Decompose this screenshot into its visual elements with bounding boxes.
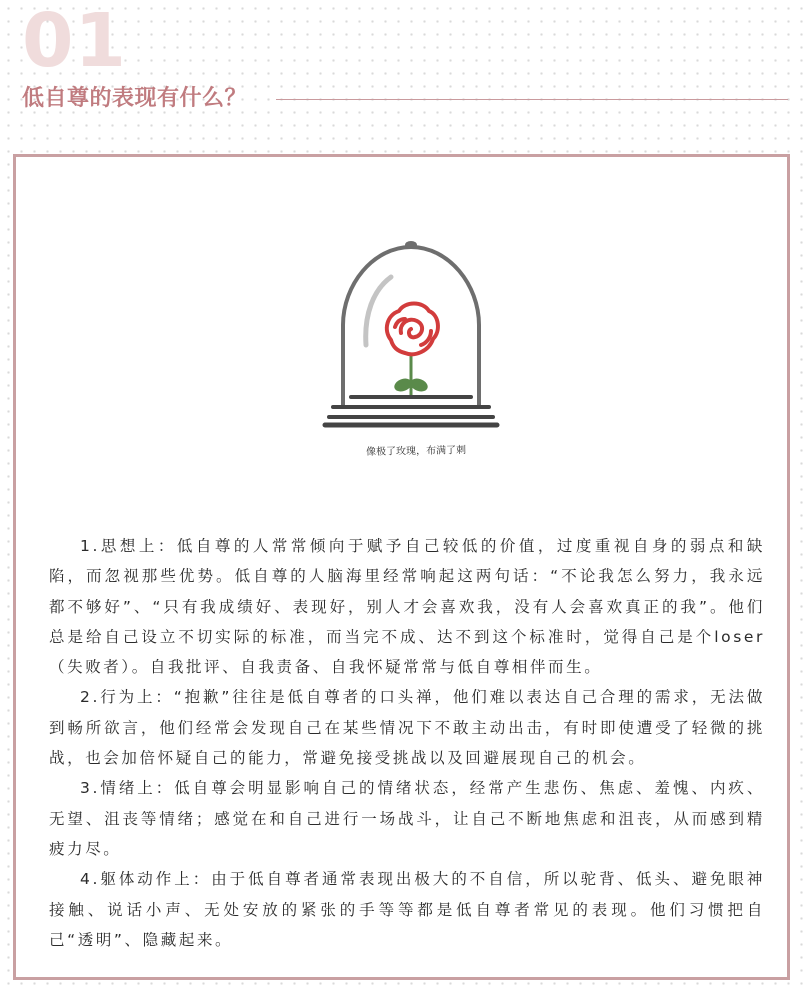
paragraph-thoughts: 1.思想上：低自尊的人常常倾向于赋予自己较低的价值，过度重视自身的弱点和缺陷，而忽视那些优势。低自尊的人脑海里经常响起这两句话：“不论我怎么努力，我永远都不够好”、“只有我成绩好、表现好，别人才会喜欢我，没有人会喜欢真正的我”。他们总是给自己设立不切实际的标准，而当完不成、达不到这个标准时，觉得自己是个loser（失败者）。自我批评、自我责备、自我怀疑常常与低自尊相伴而生。 bbox=[49, 537, 765, 677]
dome-base bbox=[329, 397, 493, 417]
section-title: 低自尊的表现有什么？ bbox=[22, 86, 248, 111]
illustration-caption: 像极了玫瑰，布满了刺 bbox=[365, 445, 467, 458]
paragraph-body-movement: 4.躯体动作上：由于低自尊者通常表现出极大的不自信，所以驼背、低头、避免眼神接触、说话小声、无处安放的紧张的手等等都是低自尊者常见的表现。他们习惯把自己“透明”、隐藏起来。 bbox=[49, 870, 765, 949]
paragraph-behavior: 2.行为上：“抱歉”往往是低自尊者的口头禅，他们难以表达自己合理的需求，无法做到畅所欲言，他们经常会发现自己在某些情况下不敢主动出击，有时即使遭受了轻微的挑战，也会加倍怀疑自己的能力，常避免接受挑战以及回避展现自己的机会。 bbox=[49, 688, 765, 768]
content-card bbox=[13, 154, 790, 980]
title-divider bbox=[276, 99, 788, 100]
rose-dome-illustration bbox=[311, 235, 511, 435]
rose-head bbox=[387, 304, 438, 355]
section-number: 01 bbox=[22, 0, 127, 84]
paragraph-emotion: 3.情绪上：低自尊会明显影响自己的情绪状态，经常产生悲伤、焦虑、羞愧、内疚、无望、沮丧等情绪；感觉在和自己进行一场战斗，让自己不断地焦虑和沮丧，从而感到精疲力尽。 bbox=[49, 779, 765, 858]
dome-knob bbox=[405, 241, 417, 249]
article-body bbox=[49, 531, 765, 955]
